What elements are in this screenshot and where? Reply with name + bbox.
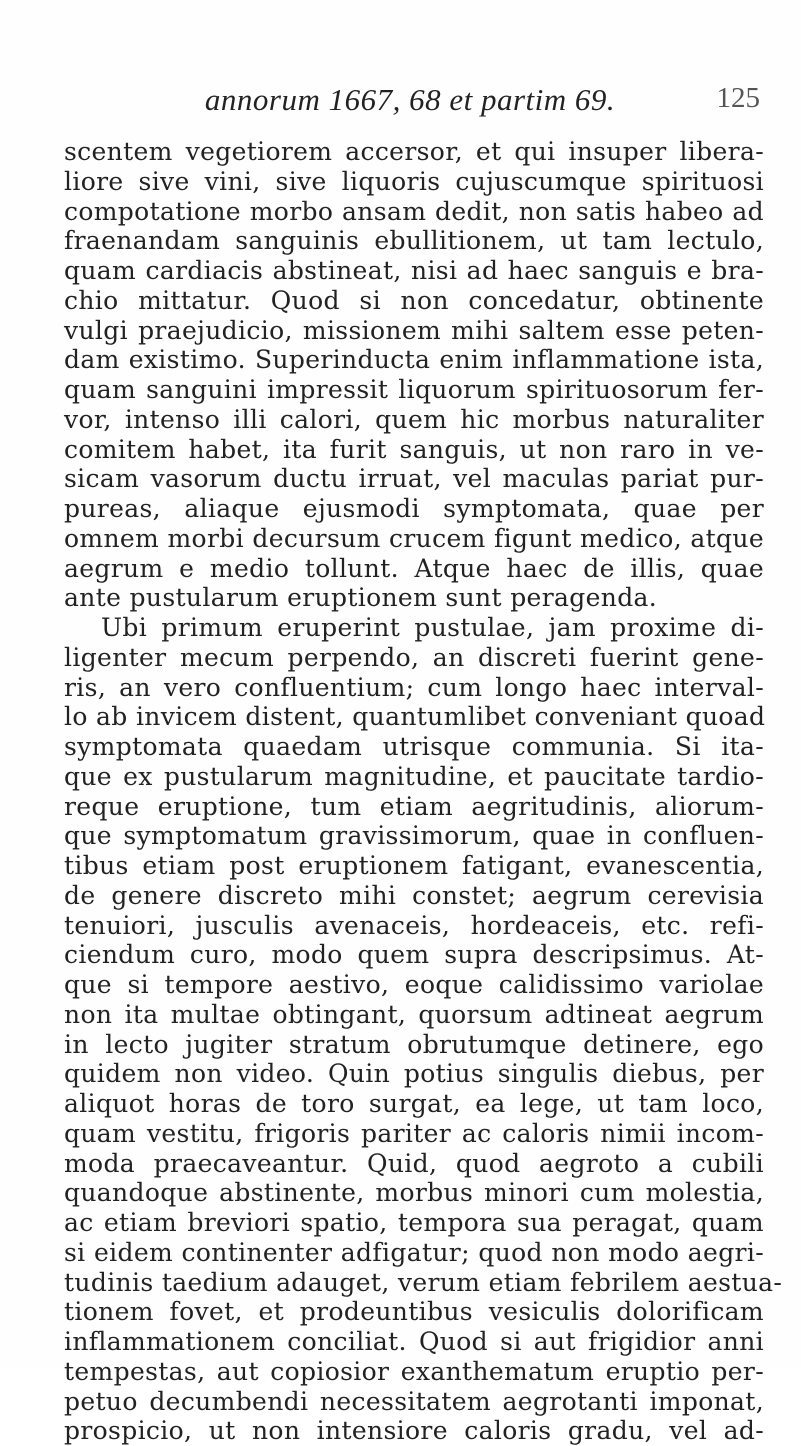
text-line: si eidem continenter adfigatur; quod non modo aegri- — [64, 1237, 764, 1267]
text-line: de genere discreto mihi constet; aegrum cerevisia — [64, 880, 764, 910]
text-line: tionem fovet, et prodeuntibus vesiculis dolorificam — [64, 1297, 764, 1327]
text-line: pureas, aliaque ejusmodi symptomata, quae per — [64, 494, 764, 523]
text-line: tibus etiam post eruptionem fatigant, evanescentia, — [64, 851, 764, 880]
text-line: in lecto jugiter stratum obrutumque detinere, ego — [64, 1029, 764, 1059]
text-line: vor, intenso illi calori, quem hic morbus naturaliter — [64, 404, 764, 434]
text-line: moda praecaveantur. Quid, quod aegroto a cubili — [64, 1148, 764, 1178]
text-line: liore sive vini, sive liquoris cujuscumque spirituosi — [64, 166, 764, 196]
paragraph-last-line: ante pustularum eruptionem sunt peragenda. — [64, 583, 658, 613]
running-head-title: annorum 1667, 68 et partim 69. — [204, 82, 616, 117]
text-line: aliquot horas de toro surgat, ea lege, ut tam loco, — [64, 1089, 764, 1118]
text-line: omnem morbi decursum crucem figunt medico, atque — [64, 523, 764, 553]
text-line: symptomata quaedam utrisque communia. Si ita- — [64, 732, 764, 761]
text-line: lo ab invicem distent, quantumlibet conveniant quoad — [64, 702, 766, 732]
text-line: ciendum curo, modo quem supra descripsimus. At- — [64, 940, 764, 970]
text-line: quidem non video. Quin potius singulis diebus, per — [64, 1059, 764, 1089]
text-line: fraenandam sanguinis ebullitionem, ut tam lectulo, — [64, 226, 764, 256]
text-line: chio mittatur. Quod si non concedatur, obtinente — [64, 285, 764, 315]
text-line: tudinis taedium adauget, verum etiam febrilem aestua- — [64, 1267, 783, 1297]
text-line: quam vestitu, frigoris pariter ac caloris nimii incom- — [64, 1118, 764, 1148]
text-line: dam existimo. Superinducta enim inflammatione ista, — [64, 345, 764, 375]
text-line: tempestas, aut copiosior exanthematum eruptio per- — [64, 1356, 764, 1386]
text-line: reque eruptione, tum etiam aegritudinis, aliorum- — [64, 791, 764, 821]
text-line: vulgi praejudicio, missionem mihi saltem esse peten- — [64, 315, 764, 345]
text-line: scentem vegetiorem accersor, et qui insuper libera- — [64, 137, 764, 166]
text-line: quam sanguini impressit liquorum spirituosorum fer- — [64, 375, 764, 404]
text-line: petuo decumbendi necessitatem aegrotanti imponat, — [64, 1386, 764, 1416]
text-line: ligenter mecum perpendo, an discreti fuerint gene- — [64, 642, 764, 672]
text-line: sicam vasorum ductu irruat, vel maculas pariat pur- — [64, 464, 764, 494]
text-line: que ex pustularum magnitudine, et paucitate tardio- — [64, 761, 764, 791]
text-line: comitem habet, ita furit sanguis, ut non raro in ve- — [64, 434, 764, 464]
text-line: tenuiori, jusculis avenaceis, hordeaceis, etc. refi- — [64, 910, 764, 940]
running-head — [60, 82, 760, 122]
text-line: inflammationem conciliat. Quod si aut frigidior anni — [64, 1327, 764, 1356]
text-line: prospicio, ut non intensiore caloris gradu, vel ad- — [64, 1416, 764, 1446]
text-line: aegrum e medio tollunt. Atque haec de illis, quae — [64, 553, 764, 583]
text-line: quandoque abstinente, morbus minori cum molestia, — [64, 1178, 764, 1208]
text-line: non ita multae obtingant, quorsum adtineat aegrum — [64, 999, 764, 1029]
text-line: que si tempore aestivo, eoque calidissimo variolae — [64, 970, 764, 999]
paragraph-first-line: Ubi primum eruperint pustulae, jam proxime di- — [101, 613, 764, 642]
text-line: compotatione morbo ansam dedit, non satis habeo ad — [64, 196, 764, 226]
body-text — [64, 137, 783, 1446]
text-line: quam cardiacis abstineat, nisi ad haec sanguis e bra- — [64, 256, 764, 285]
page-number: 125 — [716, 82, 760, 114]
text-line: ris, an vero confluentium; cum longo haec interval- — [64, 672, 764, 702]
text-line: ac etiam breviori spatio, tempora sua peragat, quam — [64, 1208, 764, 1237]
text-line: que symptomatum gravissimorum, quae in confluen- — [64, 821, 764, 851]
